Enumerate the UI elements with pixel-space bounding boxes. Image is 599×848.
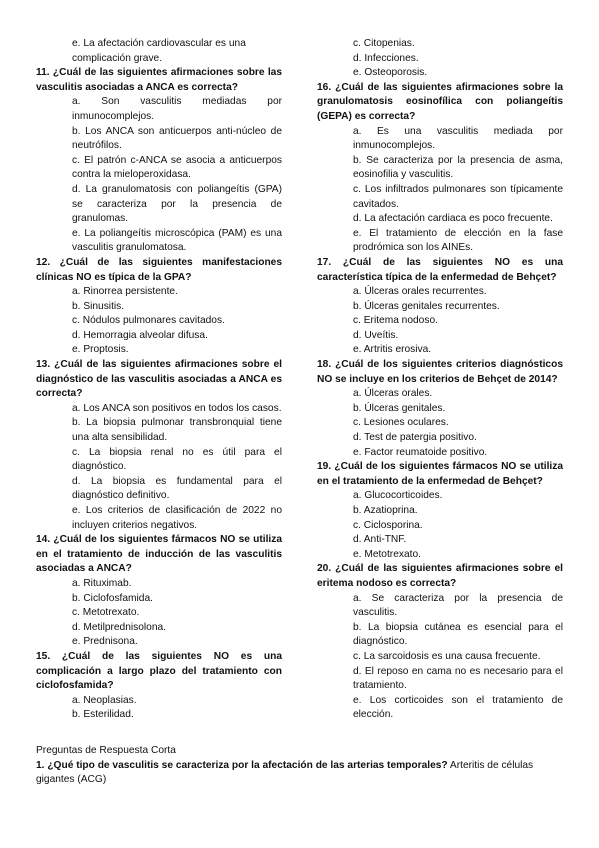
question-text: 13. ¿Cuál de las siguientes afirmaciones sobre el diagnóstico de las vasculitis asociadas a ANCA es correcta? [36,359,282,400]
question-text: 16. ¿Cuál de las siguientes afirmaciones sobre la granulomatosis eosinofílica con poliangeítis (GEPA) es correcta? [317,81,563,122]
option-list [317,592,563,723]
option: c. Lesiones oculares. [353,417,449,429]
option: a. Neoplasias. [72,694,137,706]
question-20 [317,562,563,723]
option: e. Proptosis. [72,344,129,356]
short-answer-response: Arteritis de células gigantes (ACG) [36,759,534,786]
option: b. Ciclofosfamida. [72,592,153,604]
option: c. Los infiltrados pulmonares son típicamente cavitados. [353,183,563,210]
short-answer-question-text: 1. ¿Qué tipo de vasculitis se caracteriza por la afectación de las arterias temporales? [36,759,448,771]
question-19 [317,460,563,562]
option: b. Sinusitis. [72,300,125,312]
option: d. Uveítis. [353,329,399,341]
option: e. El tratamiento de elección en la fase prodrómica son los AINEs. [353,227,563,254]
option: c. Metotrexato. [72,607,140,619]
option: a. Rinorrea persistente. [72,286,178,298]
option: b. Úlceras genitales. [353,402,446,414]
option: c. Nódulos pulmonares cavitados. [72,315,225,327]
short-answer-section [36,744,563,788]
short-answer-question-1 [36,759,563,788]
question-text: 12. ¿Cuál de las siguientes manifestaciones clínicas NO es típica de la GPA? [36,256,282,283]
option: a. Los ANCA son positivos en todos los casos. [72,402,282,414]
option: d. El reposo en cama no es necesario para el tratamiento. [353,665,563,692]
option: d. La biopsia es fundamental para el diagnóstico definitivo. [72,475,282,502]
question-15 [36,650,282,723]
question-text: 18. ¿Cuál de los siguientes criterios diagnósticos NO se incluye en los criterios de Behçet de 2014? [317,359,563,385]
question-11 [36,66,282,256]
option: a. Rituximab. [72,577,132,589]
option: a. Se caracteriza por la presencia de vasculitis. [353,592,563,619]
question-text: 15. ¿Cuál de las siguientes NO es una complicación a largo plazo del tratamiento con ciclofosfamida? [36,650,282,692]
option: c. Ciclosporina. [353,519,423,531]
option: e. Prednisona. [72,636,138,648]
option: e. Los criterios de clasificación de 2022 no incluyen criterios negativos. [72,505,282,531]
option: a. Glucocorticoides. [353,490,443,502]
option: a. Úlceras orales. [353,388,433,400]
question-text: 19. ¿Cuál de los siguientes fármacos NO se utiliza en el tratamiento de la enfermedad de Behçet? [317,461,563,487]
question-14 [36,533,282,650]
option: e. La poliangeítis microscópica (PAM) es una vasculitis granulomatosa. [72,227,282,254]
option: b. Úlceras genitales recurrentes. [353,300,500,312]
question-16 [317,81,563,256]
option: b. La biopsia cutánea es esencial para el diagnóstico. [353,621,563,648]
option: c. La biopsia renal no es útil para el diagnóstico. [72,446,282,473]
short-answer-title: Preguntas de Respuesta Corta [36,745,176,756]
option-list [36,694,282,723]
option: e. Metotrexato. [353,548,421,560]
right-column [317,37,563,723]
option-list [36,402,282,533]
option: d. Hemorragia alveolar difusa. [72,329,208,341]
question-text: 20. ¿Cuál de las siguientes afirmaciones sobre el eritema nodoso es correcta? [317,563,563,589]
option: b. Esterilidad. [72,709,134,721]
option: d. Anti-TNF. [353,534,407,546]
option: a. Úlceras orales recurrentes. [353,286,487,298]
lead-option-line: complicación grave. [72,52,163,64]
question-text: 11. ¿Cuál de las siguientes afirmaciones sobre las vasculitis asociadas a ANCA es correcta? [36,67,282,93]
option: e. Artritis erosiva. [353,344,432,356]
lead-option: c. Citopenias. [353,38,415,49]
option: c. La sarcoidosis es una causa frecuente. [353,650,541,662]
lead-option: d. Infecciones. [353,52,419,64]
option-list [317,125,563,256]
option: c. Eritema nodoso. [353,315,438,327]
option-list [36,95,282,256]
option-list [317,489,563,562]
question-12 [36,256,282,358]
option-list [317,387,563,460]
option: a. Son vasculitis mediadas por inmunocomplejos. [72,96,282,122]
option: e. Los corticoides son el tratamiento de elección. [353,694,563,721]
option: d. La granulomatosis con poliangeítis (GPA) se caracteriza por la presencia de granulomas. [72,183,282,225]
lead-option: e. Osteoporosis. [353,67,428,79]
question-13 [36,358,282,533]
option-list [36,285,282,358]
option: d. Metilprednisolona. [72,621,167,633]
option: b. Los ANCA son anticuerpos anti-núcleo de neutrófilos. [72,125,282,152]
question-text: 14. ¿Cuál de los siguientes fármacos NO se utiliza en el tratamiento de inducción de las vasculitis asociadas a ANCA? [36,534,282,575]
question-text: 17. ¿Cuál de las siguientes NO es una característica típica de la enfermedad de Behçet? [317,256,563,283]
question-17 [317,256,563,358]
left-column [36,37,282,723]
option: b. La biopsia pulmonar transbronquial tiene una alta sensibilidad. [72,417,282,444]
option: d. La afectación cardiaca es poco frecuente. [353,213,553,225]
option: c. El patrón c-ANCA se asocia a anticuerpos contra la mieloperoxidasa. [72,154,282,181]
option: e. Factor reumatoide positivo. [353,446,488,458]
option: d. Test de patergia positivo. [353,432,477,444]
lead-option-line: e. La afectación cardiovascular es una [72,38,246,49]
option: b. Se caracteriza por la presencia de asma, eosinofilia y vasculitis. [353,154,563,181]
option-list [36,577,282,650]
option: a. Es una vasculitis mediada por inmunocomplejos. [353,125,563,152]
question-18 [317,358,563,460]
option: b. Azatioprina. [353,505,418,516]
option-list [317,285,563,358]
